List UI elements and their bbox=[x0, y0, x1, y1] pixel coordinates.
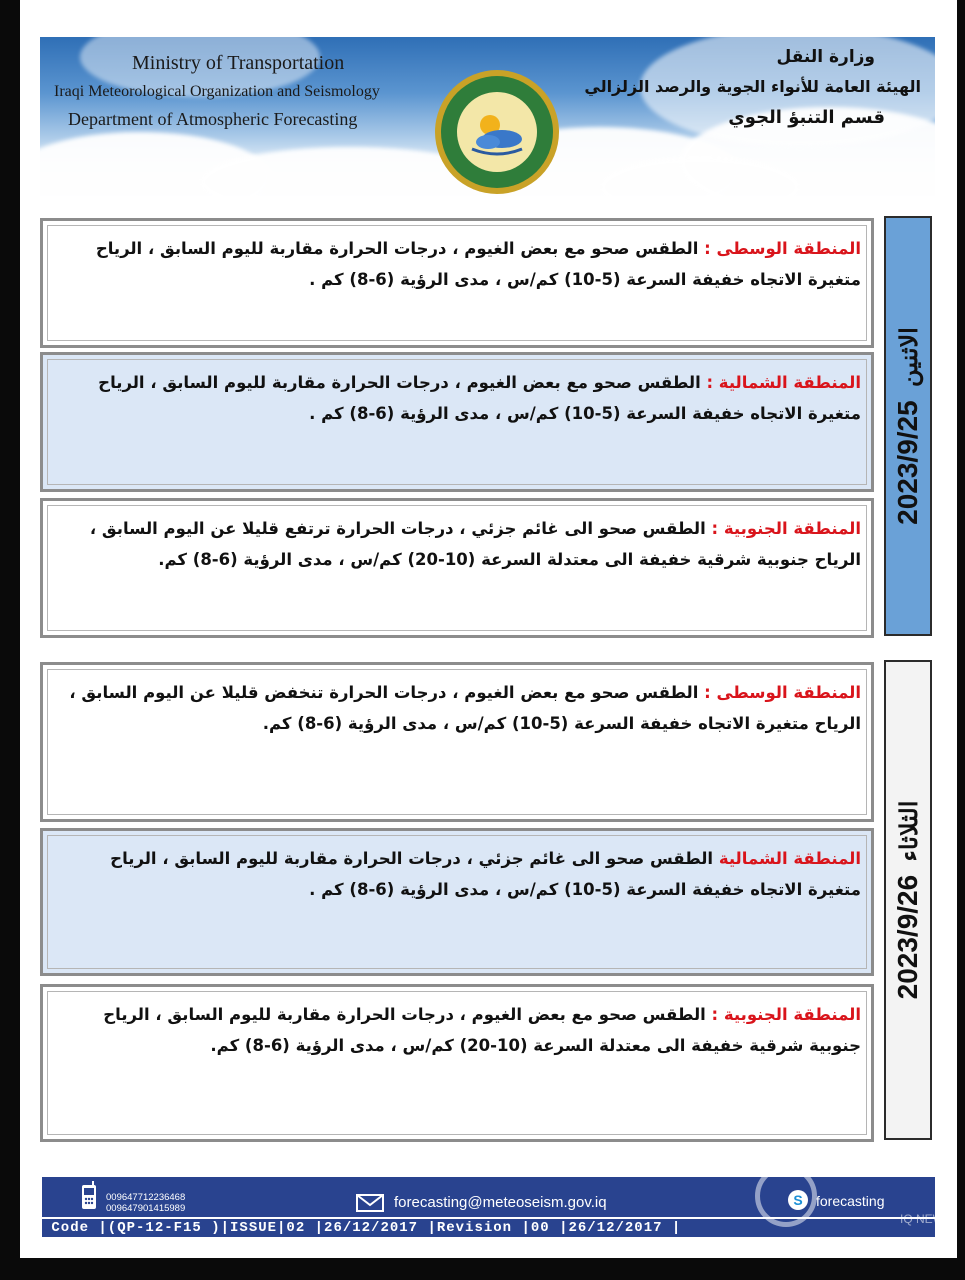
organization-name-ar: الهيئة العامة للأنواء الجوية والرصد الزلزالي bbox=[584, 77, 921, 96]
region-label: المنطقة الوسطى : bbox=[704, 683, 861, 702]
date-bar-day2 bbox=[884, 660, 932, 1140]
svg-text:S: S bbox=[793, 1192, 803, 1208]
organization-name-en: Iraqi Meteorological Organization and Seismology bbox=[54, 83, 380, 100]
watermark-ring bbox=[755, 1165, 817, 1227]
document-code-row: Code |(QP-12-F15 )|ISSUE|02 |26/12/2017 |Revision |00 |26/12/2017 | bbox=[42, 1217, 935, 1237]
watermark-text: IQ NEWS bbox=[900, 1212, 953, 1226]
skype-handle: forecasting bbox=[816, 1193, 885, 1209]
region-label: المنطقة الجنوبية : bbox=[711, 1005, 861, 1024]
date-day2: 2023/9/26 bbox=[892, 874, 923, 1000]
weekday-day2: الثلاثاء bbox=[896, 800, 923, 862]
ministry-name-en: Ministry of Transportation bbox=[132, 52, 345, 74]
department-name-en: Department of Atmospheric Forecasting bbox=[68, 109, 358, 129]
date-day1-label bbox=[892, 327, 924, 525]
date-day2-label bbox=[892, 801, 924, 1000]
region-label: المنطقة الشمالية bbox=[718, 849, 861, 868]
forecast-text bbox=[55, 233, 861, 295]
mail-icon bbox=[356, 1194, 384, 1212]
department-name-ar: قسم التنبؤ الجوي bbox=[728, 107, 885, 128]
contact-email[interactable]: forecasting@meteoseism.gov.iq bbox=[394, 1194, 607, 1211]
date-bar-day1 bbox=[884, 216, 932, 636]
region-label: المنطقة الوسطى : bbox=[704, 239, 861, 258]
page-right-border bbox=[957, 0, 965, 1280]
forecast-panel-day2-south bbox=[40, 984, 874, 1142]
ministry-name-ar: وزارة النقل bbox=[776, 47, 875, 67]
organization-logo bbox=[432, 67, 562, 197]
forecast-panel-day2-central bbox=[40, 662, 874, 822]
forecast-panel-day1-north bbox=[40, 352, 874, 492]
page-bottom-border bbox=[0, 1258, 965, 1280]
forecast-panel-day1-south bbox=[40, 498, 874, 638]
phone-icon bbox=[78, 1181, 100, 1211]
date-day1: 2023/9/25 bbox=[892, 400, 923, 525]
forecast-body: الطقس صحو مع بعض الغيوم ، درجات الحرارة تنخفض قليلا عن اليوم السابق ، الرياح متغيرة الاتجاه خفيفة السرعة (5-10) كم/س ، مدى الرؤية (6-8) كم. bbox=[69, 683, 861, 733]
forecast-panel-day2-north bbox=[40, 828, 874, 976]
region-label: المنطقة الجنوبية : bbox=[711, 519, 861, 538]
phone-numbers bbox=[106, 1192, 185, 1214]
forecast-text bbox=[55, 843, 861, 905]
forecast-text bbox=[55, 367, 861, 429]
phone-number-2: 009647901415989 bbox=[106, 1203, 186, 1214]
forecast-text bbox=[55, 513, 861, 575]
header-banner bbox=[40, 37, 935, 197]
forecast-body: الطقس صحو مع بعض الغيوم ، درجات الحرارة مقاربة لليوم السابق ، الرياح جنوبية شرقية خفيفة الى معتدلة السرعة (10-20) كم/س ، مدى الرؤية (6-8) كم. bbox=[103, 1005, 861, 1055]
region-label: المنطقة الشمالية : bbox=[706, 373, 861, 392]
forecast-panel-day1-central bbox=[40, 218, 874, 348]
forecast-text bbox=[55, 677, 861, 739]
forecast-body: الطقس صحو الى غائم جزئي ، درجات الحرارة ترتفع قليلا عن اليوم السابق ، الرياح جنوبية شرقية خفيفة الى معتدلة السرعة (10-20) كم/س ، مدى الرؤية (6-8) كم. bbox=[89, 519, 861, 569]
weekday-day1: الاثنين bbox=[896, 327, 923, 387]
forecast-text bbox=[55, 999, 861, 1061]
page-left-border bbox=[0, 0, 20, 1280]
forecast-body: الطقس صحو مع بعض الغيوم ، درجات الحرارة مقاربة لليوم السابق ، الرياح متغيرة الاتجاه خفيفة السرعة (5-10) كم/س ، مدى الرؤية (6-8) كم . bbox=[95, 239, 861, 289]
phone-number-1: 00964771223646​8 bbox=[106, 1192, 186, 1203]
forecast-body: الطقس صحو الى غائم جزئي ، درجات الحرارة مقاربة لليوم السابق ، الرياح متغيرة الاتجاه خفيفة السرعة (5-10) كم/س ، مدى الرؤية (6-8) كم . bbox=[110, 849, 861, 899]
forecast-body: الطقس صحو مع بعض الغيوم ، درجات الحرارة مقاربة لليوم السابق ، الرياح متغيرة الاتجاه خفيفة السرعة (5-10) كم/س ، مدى الرؤية (6-8) كم . bbox=[98, 373, 861, 423]
